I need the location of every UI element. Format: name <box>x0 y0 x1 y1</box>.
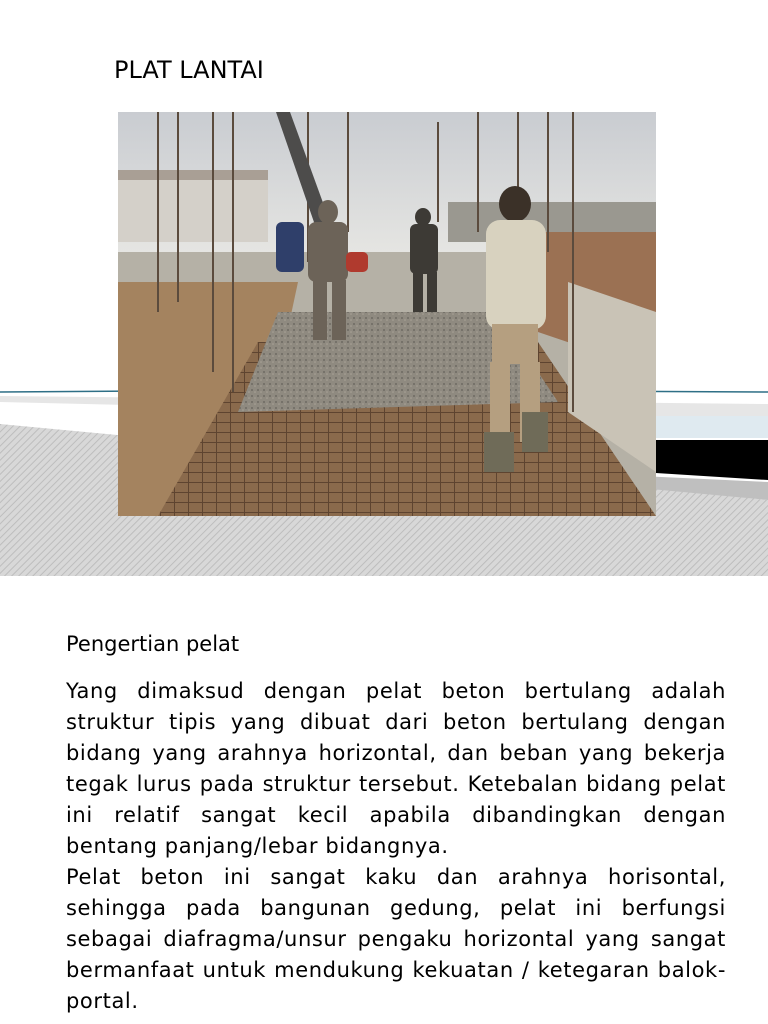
construction-site-photo <box>118 112 656 516</box>
text-section <box>66 626 726 1017</box>
paragraph-2: Pelat beton ini sangat kaku dan arahnya horisontal, sehingga pada bangunan gedung, pelat ini berfungsi sebagai diafragma/unsur pengaku horizontal yang sangat bermanfaat untuk mendukung kekuatan / ketegaran balok-portal. <box>66 865 726 1013</box>
slide-title: PLAT LANTAI <box>114 56 264 84</box>
paragraph-1: Yang dimaksud dengan pelat beton bertulang adalah struktur tipis yang dibuat dari beton bertulang dengan bidang yang arahnya horizontal, dan beban yang bekerja tegak lurus pada struktur tersebut. Ketebalan bidang pelat ini relatif sangat kecil apabila dibandingkan dengan bentang panjang/lebar bidangnya. <box>66 679 726 858</box>
section-heading: Pengertian pelat <box>66 632 240 656</box>
